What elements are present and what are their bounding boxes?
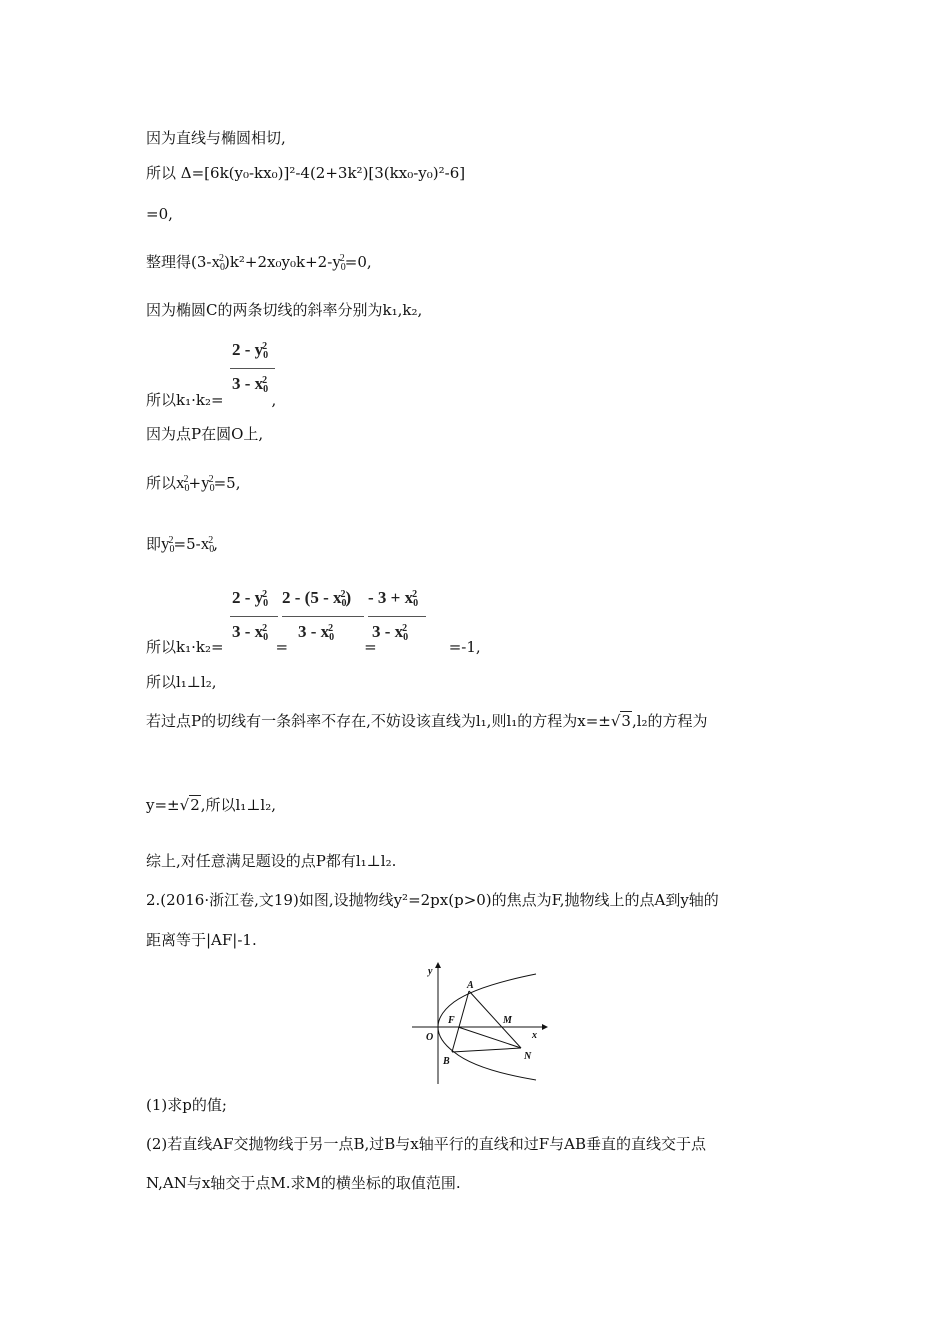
text-line: 因为直线与椭圆相切,	[146, 129, 286, 147]
line-BN	[452, 1048, 521, 1052]
text-line: 因为点P在圆O上,	[146, 425, 264, 443]
text-line	[146, 249, 372, 278]
fraction-c: - $3 + x_0^2$ $3 - x_0^2$	[368, 588, 426, 652]
text-line: (2)若直线AF交抛物线于另一点B,过B与x轴平行的直线和过F与AB垂直的直线交于点	[146, 1135, 707, 1153]
math-y0-squared: $y_0^2$	[332, 252, 346, 273]
label-F: F	[448, 1015, 455, 1026]
text-line: =0,	[146, 205, 173, 223]
text-line: N,AN与x轴交于点M.求M的横坐标的取值范围.	[146, 1174, 461, 1192]
text-line: 2.(2016·浙江卷,文19)如图,设抛物线y²=2px(p>0)的焦点为F,抛物线上的点A到y轴的	[146, 891, 719, 909]
x-axis-arrow-icon	[542, 1024, 548, 1030]
text-line: y=±√2,所以l₁⊥l₂,	[146, 796, 276, 814]
fraction-k1k2: $2 - y_0^2$ $3 - x_0^2$	[230, 340, 275, 404]
text-line: 因为椭圆C的两条切线的斜率分别为k₁,k₂,	[146, 301, 423, 319]
y-axis-arrow-icon	[435, 962, 441, 968]
text-line: 距离等于|AF|-1.	[146, 931, 257, 949]
label-y: y	[428, 966, 433, 977]
sqrt-2: √2	[179, 796, 200, 814]
math-x0-squared: $x_0^2$	[211, 252, 225, 273]
label-B: B	[443, 1056, 450, 1067]
text-line: 若过点P的切线有一条斜率不存在,不妨设该直线为l₁,则l₁的方程为x=±√3,l₂的方程为	[146, 712, 708, 730]
label-O: O	[426, 1032, 434, 1043]
text-line: 所以$x_0^2+y_0^2=5$,	[146, 473, 241, 494]
fraction-b: $2 - (5 - x_0^2)$ $3 - x_0^2$	[282, 588, 364, 652]
text-seg: =0,	[344, 253, 372, 271]
text-line: 所以l₁⊥l₂,	[146, 673, 217, 691]
text-seg: 整理得(3-	[146, 253, 212, 271]
text-seg: )k²+2x₀y₀k+2-	[223, 253, 333, 271]
text-line: 所以k₁·k₂= ,	[146, 391, 277, 409]
label-x: x	[532, 1030, 537, 1041]
label-M: M	[503, 1015, 512, 1026]
text-line: 所以 Δ=[6k(y₀-kx₀)]²-4(2+3k²)[3(kx₀-y₀)²-6]	[146, 164, 466, 182]
text-line: 即$y_0^2=5-x_0^2$,	[146, 534, 218, 555]
label-N: N	[524, 1051, 532, 1062]
label-A: A	[467, 980, 474, 991]
sqrt-3: √3	[610, 712, 631, 730]
fraction-a: $2 - y_0^2$ $3 - x_0^2$	[230, 588, 278, 652]
text-line: (1)求p的值;	[146, 1096, 227, 1114]
text-line: 所以k₁·k₂= = = =-1,	[146, 638, 481, 656]
parabola-figure	[408, 960, 548, 1088]
text-line: 综上,对任意满足题设的点P都有l₁⊥l₂.	[146, 852, 397, 870]
